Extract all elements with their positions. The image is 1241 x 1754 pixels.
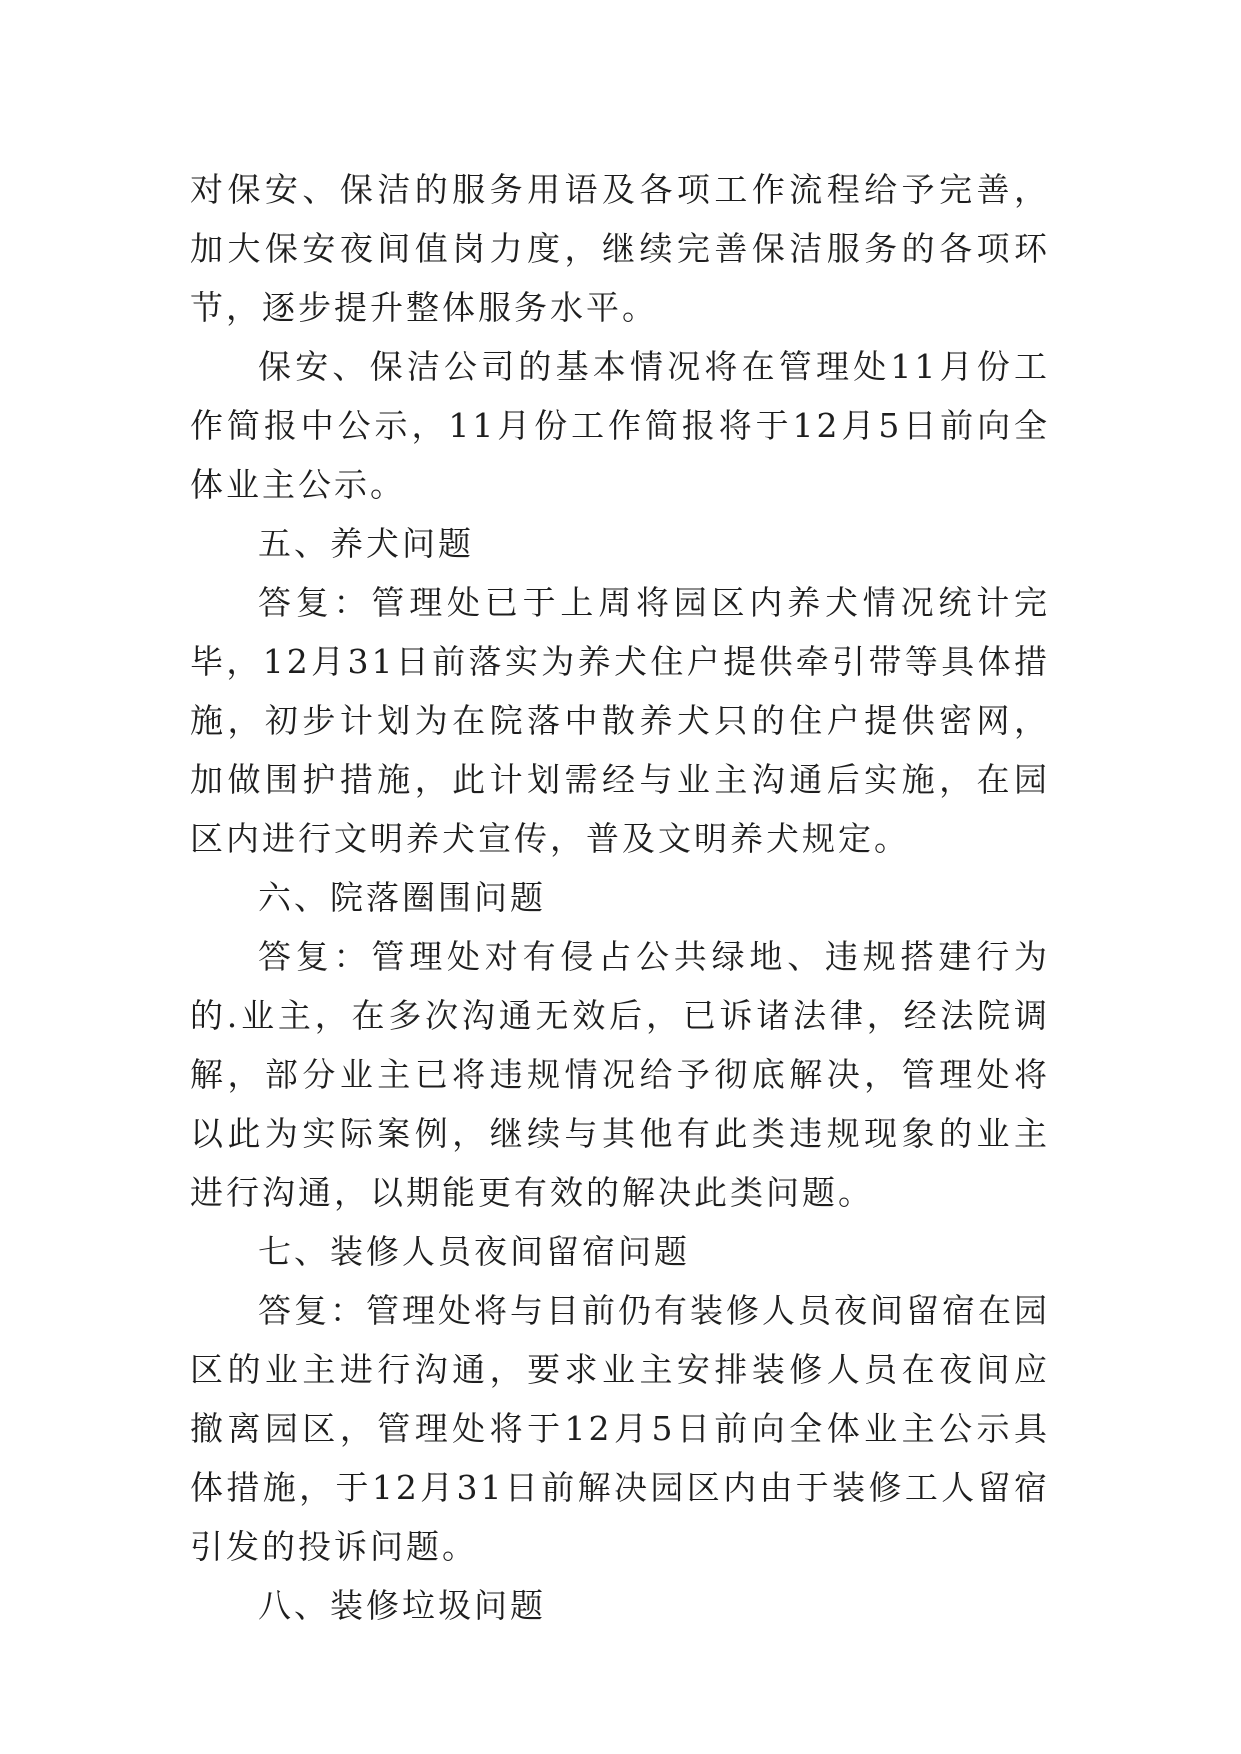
paragraph-courtyard-reply: 答复：管理处对有侵占公共绿地、违规搭建行为的.业主，在多次沟通无效后，已诉诸法律，经法院调解，部分业主已将违规情况给予彻底解决，管理处将以此为实际案例，继续与其他有此类违规现象的业主进行沟通，以期能更有效的解决此类问题。 [190, 937, 1050, 1212]
heading-renovation-waste-issue: 八、装修垃圾问题 [258, 1586, 546, 1625]
paragraph-worker-overnight-reply: 答复：管理处将与目前仍有装修人员夜间留宿在园区的业主进行沟通，要求业主安排装修人员在夜间应撤离园区，管理处将于12月5日前向全体业主公示具体措施，于12月31日前解决园区内由于装修工人留宿引发的投诉问题。 [190, 1291, 1050, 1566]
heading-worker-overnight-issue: 七、装修人员夜间留宿问题 [258, 1232, 690, 1271]
paragraph-service-improvement: 对保安、保洁的服务用语及各项工作流程给予完善，加大保安夜间值岗力度，继续完善保洁服务的各项环节，逐步提升整体服务水平。 [190, 170, 1050, 327]
heading-courtyard-issue: 六、院落圈围问题 [258, 878, 546, 917]
paragraph-dog-reply: 答复：管理处已于上周将园区内养犬情况统计完毕，12月31日前落实为养犬住户提供牵引带等具体措施，初步计划为在院落中散养犬只的住户提供密网，加做围护措施，此计划需经与业主沟通后实施，在园区内进行文明养犬宣传，普及文明养犬规定。 [190, 583, 1050, 858]
paragraph-company-info: 保安、保洁公司的基本情况将在管理处11月份工作简报中公示，11月份工作简报将于12月5日前向全体业主公示。 [190, 347, 1050, 504]
heading-dog-issue: 五、养犬问题 [258, 524, 474, 563]
document-body [190, 160, 1050, 1635]
